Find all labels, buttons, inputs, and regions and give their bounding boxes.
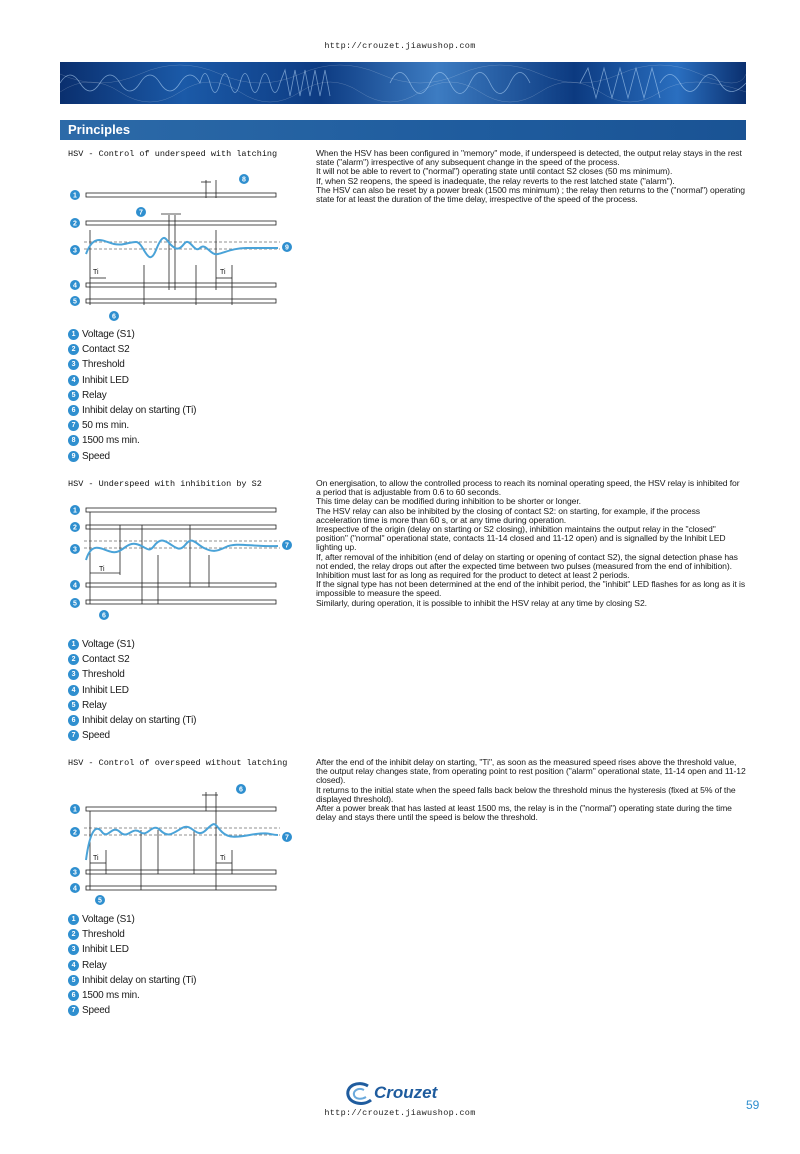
diagram-number: 9 <box>285 244 289 252</box>
ti-label: Ti <box>99 566 105 573</box>
diagram-number: 3 <box>73 247 77 255</box>
paragraph: After the end of the inhibit delay on starting, "Ti", as soon as the measured speed rises above the threshold value, the output relay changes state, from operating point to rest position ("alarm" operational state, 11-14 open and 11-12 closed). <box>316 757 746 786</box>
ti-label: Ti <box>93 855 99 862</box>
timing-diagram-overspeed <box>66 780 298 908</box>
diagram-number: 1 <box>73 507 77 515</box>
diagram-number: 8 <box>242 176 246 184</box>
legend-item: 4 Inhibit LED <box>68 683 196 698</box>
legend-item: 7 Speed <box>68 728 196 743</box>
paragraph: The HSV can also be reset by a power break (1500 ms minimum) ; the relay then returns to the ("normal") operating state for at least the duration of the time delay, irrespective of the speed of the process. <box>316 184 745 205</box>
diagram-number: 6 <box>239 786 243 794</box>
diagram-number: 7 <box>285 542 289 550</box>
page-title: Principles <box>68 122 131 137</box>
page-number: 59 <box>746 1098 760 1112</box>
paragraph: The HSV relay can also be inhibited by the closing of contact S2: on starting, for example, if the process acceleration time is more than 60 s, or at any time during operation. <box>316 505 700 525</box>
crouzet-logo-icon <box>344 1080 374 1108</box>
header-banner <box>60 62 746 104</box>
diagram-number: 5 <box>73 298 77 306</box>
diagram-number: 7 <box>139 209 143 217</box>
legend-item: 3 Threshold <box>68 357 196 372</box>
legend-item: 1 Voltage (S1) <box>68 912 196 927</box>
paragraph: If, when S2 reopens, the speed is inadequate, the relay reverts to the rest latched state ("alarm"). <box>316 175 675 186</box>
paragraph: When the HSV has been configured in "memory" mode, if underspeed is detected, the output relay stays in the rest state ("alarm") irrespective of any subsequent change in the speed of the process. <box>316 148 742 168</box>
paragraph: Inhibition must last for as long as required for the product to detect at least 2 periods. <box>316 570 630 581</box>
timing-diagram-underspeed-latching <box>66 170 298 322</box>
legend-item: 3 Inhibit LED <box>68 942 196 957</box>
footer-url[interactable]: http://crouzet.jiawushop.com <box>324 1108 476 1118</box>
paragraph: If the signal type has not been determined at the end of the inhibit period, the "inhibit" LED flashes for as long as it is impossible to measure the speed. <box>316 579 746 599</box>
legend-item: 3 Threshold <box>68 667 196 682</box>
ti-label: Ti <box>220 269 226 276</box>
legend-item: 7 50 ms min. <box>68 418 196 433</box>
diagram-number: 4 <box>73 282 77 290</box>
ti-label: Ti <box>220 855 226 862</box>
legend-item: 1 Voltage (S1) <box>68 327 196 342</box>
legend-item: 6 Inhibit delay on starting (Ti) <box>68 713 196 728</box>
legend-item: 2 Contact S2 <box>68 342 196 357</box>
legend-item: 9 Speed <box>68 449 196 464</box>
legend-item: 8 1500 ms min. <box>68 433 196 448</box>
brand-name: Crouzet <box>374 1083 438 1102</box>
paragraph: Similarly, during operation, it is possible to inhibit the HSV relay at any time by closing S2. <box>316 597 647 608</box>
section-title-underspeed-latching: HSV - Control of underspeed with latching <box>68 149 278 159</box>
section-title-overspeed: HSV - Control of overspeed without latching <box>68 758 288 768</box>
crouzet-logo <box>344 1080 464 1108</box>
description-underspeed-latching <box>316 149 746 204</box>
diagram-number: 7 <box>285 834 289 842</box>
legend-underspeed-inhibition <box>68 637 196 743</box>
ti-label: Ti <box>93 269 99 276</box>
diagram-number: 6 <box>102 612 106 620</box>
paragraph: After a power break that has lasted at least 1500 ms, the relay is in the ("normal") operating state during the time delay and stays there until the speed is below the threshold. <box>316 803 732 823</box>
description-underspeed-inhibition <box>316 479 746 608</box>
legend-item: 5 Inhibit delay on starting (Ti) <box>68 973 196 988</box>
diagram-number: 2 <box>73 220 77 228</box>
diagram-number: 3 <box>73 869 77 877</box>
section-title-underspeed-inhibition: HSV - Underspeed with inhibition by S2 <box>68 479 262 489</box>
legend-item: 5 Relay <box>68 388 196 403</box>
legend-item: 7 Speed <box>68 1003 196 1018</box>
diagram-number: 5 <box>73 600 77 608</box>
legend-overspeed <box>68 912 196 1018</box>
diagram-number: 1 <box>73 192 77 200</box>
legend-item: 4 Relay <box>68 958 196 973</box>
paragraph: On energisation, to allow the controlled process to reach its nominal operating speed, the HSV relay is inhibited for a period that is adjustable from 0.6 to 60 seconds. <box>316 478 740 498</box>
paragraph: It returns to the initial state when the speed falls back below the threshold minus the hysteresis (fixed at 5% of the displayed threshold). <box>316 784 736 804</box>
diagram-number: 1 <box>73 806 77 814</box>
diagram-number: 2 <box>73 524 77 532</box>
description-overspeed <box>316 758 746 822</box>
legend-item: 1 Voltage (S1) <box>68 637 196 652</box>
legend-item: 4 Inhibit LED <box>68 373 196 388</box>
paragraph: Irrespective of the origin (delay on starting or S2 closing), inhibition maintains the output relay in the "closed" position" ("normal" operational state, contacts 11-14 closed and 11-12 open) and is signalled by the Inhibit LED lighting up. <box>316 524 726 553</box>
header-url[interactable]: http://crouzet.jiawushop.com <box>324 41 476 51</box>
legend-underspeed-latching <box>68 327 196 464</box>
legend-item: 6 1500 ms min. <box>68 988 196 1003</box>
diagram-number: 2 <box>73 829 77 837</box>
diagram-number: 5 <box>98 897 102 905</box>
principles-title-bar <box>60 120 746 140</box>
timing-diagram-underspeed-inhibition <box>66 500 298 624</box>
paragraph: This time delay can be modified during inhibition to be shorter or longer. <box>316 496 581 507</box>
legend-item: 5 Relay <box>68 698 196 713</box>
legend-item: 2 Contact S2 <box>68 652 196 667</box>
diagram-number: 4 <box>73 885 77 893</box>
paragraph: If, after removal of the inhibition (end of delay on starting or opening of contact S2), the signal detection phase has not ended, the relay drops out after the expected time between two pulses (measured from the end of inhibition). <box>316 551 738 571</box>
legend-item: 6 Inhibit delay on starting (Ti) <box>68 403 196 418</box>
paragraph: It will not be able to revert to ("normal") operating state until contact S2 closes (50 ms minimum). <box>316 166 673 177</box>
diagram-number: 6 <box>112 313 116 321</box>
diagram-number: 4 <box>73 582 77 590</box>
legend-item: 2 Threshold <box>68 927 196 942</box>
diagram-number: 3 <box>73 546 77 554</box>
